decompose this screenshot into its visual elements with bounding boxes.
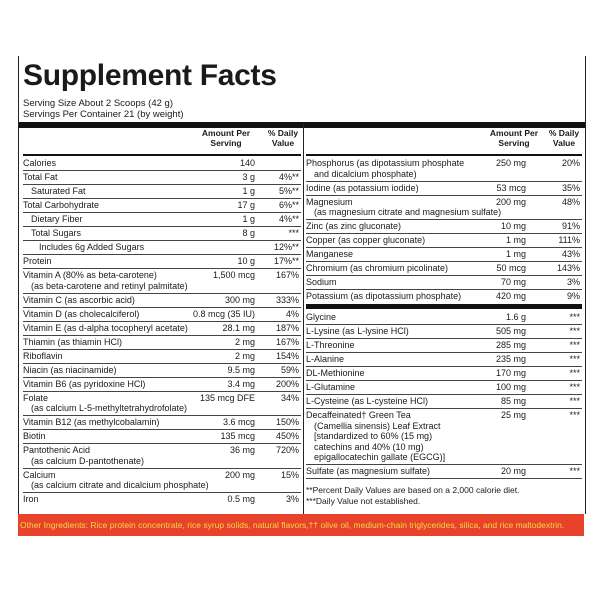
nutrient-row (306, 157, 582, 182)
daily-value: *** (569, 466, 580, 476)
amount-per-serving: 1 g (242, 214, 255, 224)
servings-per-container: Servings Per Container 21 (by weight) (23, 109, 184, 120)
nutrient-name: Iron (23, 494, 39, 504)
nutrient-name: L-Cysteine (as L-cysteine HCl) (306, 396, 429, 406)
amount-per-serving: 235 mg (495, 354, 526, 364)
amount-per-serving: 50 mcg (496, 263, 526, 273)
amount-per-serving: 250 mg (495, 158, 526, 168)
amount-header: Amount Per Serving (201, 128, 251, 148)
nutrient-name: Pantothenic Acid (23, 445, 91, 455)
daily-value: *** (569, 410, 580, 420)
nutrient-name: Vitamin E (as d-alpha tocopheryl acetate) (23, 322, 188, 333)
nutrient-name: Glycine (306, 312, 337, 322)
header-rule (306, 154, 582, 156)
amount-per-serving: 10 g (237, 256, 255, 266)
nutrient-row (23, 493, 301, 506)
nutrient-row (23, 336, 301, 350)
nutrient-name: Total Carbohydrate (23, 200, 100, 210)
nutrient-name: Magnesium (306, 196, 353, 207)
nutrient-name: Copper (as copper gluconate) (306, 235, 426, 245)
footnote-dv: **Percent Daily Values are based on a 2,000 calorie diet. (306, 485, 520, 495)
daily-value: 9% (566, 291, 580, 301)
nutrient-name: Calories (23, 158, 57, 168)
nutrient-row (23, 416, 301, 430)
nutrient-name: L-Lysine (as L-lysine HCl) (306, 326, 409, 336)
nutrient-name: Folate (23, 392, 49, 403)
daily-value: *** (569, 368, 580, 378)
left-column (23, 128, 301, 506)
amount-per-serving: 2 mg (234, 336, 255, 347)
nutrient-row (306, 196, 582, 221)
amount-per-serving: 1 mg (505, 249, 526, 259)
nutrient-name: Manganese (306, 249, 354, 259)
nutrient-name: Vitamin C (as ascorbic acid) (23, 294, 135, 305)
right-header (306, 128, 582, 154)
daily-value: 187% (275, 322, 299, 333)
amount-per-serving: 140 (239, 158, 255, 168)
amount-per-serving: 1.6 g (505, 312, 526, 322)
daily-value: 167% (275, 270, 299, 280)
nutrient-row (23, 322, 301, 336)
nutrient-name: L-Glutamine (306, 382, 356, 392)
nutrient-row (23, 269, 301, 294)
right-rows-bottom (306, 311, 582, 479)
nutrient-row (23, 227, 301, 241)
panel-title: Supplement Facts (23, 59, 277, 92)
daily-value: 167% (275, 336, 299, 347)
nutrient-source: and dicalcium phosphate) (314, 168, 417, 179)
daily-value: 17%** (273, 256, 299, 266)
nutrient-name: Calcium (23, 469, 56, 480)
daily-value: 4% (285, 308, 299, 319)
daily-value: 91% (561, 221, 580, 231)
dv-header: % Daily Value (267, 128, 299, 148)
nutrient-name: Niacin (as niacinamide) (23, 364, 117, 375)
amount-per-serving: 300 mg (224, 294, 255, 305)
section-thick-rule (306, 304, 582, 309)
nutrient-row (23, 364, 301, 378)
nutrient-row (306, 290, 582, 303)
amount-per-serving: 25 mg (500, 410, 526, 420)
amount-per-serving: 135 mcg (220, 431, 255, 441)
amount-per-serving: 1 g (242, 186, 255, 196)
nutrient-row (306, 381, 582, 395)
daily-value: *** (569, 396, 580, 406)
nutrient-name: Total Sugars (31, 228, 82, 238)
nutrient-row (23, 171, 301, 185)
right-column (306, 128, 582, 507)
amount-per-serving: 10 mg (500, 221, 526, 231)
nutrient-name: Total Fat (23, 172, 58, 182)
nutrient-name: Zinc (as zinc gluconate) (306, 221, 402, 231)
nutrient-row (23, 157, 301, 171)
left-rows (23, 157, 301, 506)
nutrient-source: epigallocatechin gallate (EGCG)] (314, 452, 446, 462)
nutrient-name: Protein (23, 256, 52, 266)
nutrient-name: Potassium (as dipotassium phosphate) (306, 291, 462, 301)
daily-value: *** (569, 326, 580, 336)
nutrient-name: Thiamin (as thiamin HCl) (23, 336, 123, 347)
nutrient-row (23, 392, 301, 417)
nutrient-name: Biotin (23, 431, 46, 441)
amount-header: Amount Per Serving (489, 128, 539, 148)
right-rows-top (306, 157, 582, 303)
nutrient-name: Vitamin A (80% as beta-carotene) (23, 270, 157, 280)
daily-value: 59% (280, 364, 299, 375)
amount-per-serving: 53 mcg (496, 182, 526, 193)
nutrient-row (23, 199, 301, 213)
nutrient-name: L-Alanine (306, 354, 345, 364)
daily-value: *** (569, 354, 580, 364)
daily-value: 3% (566, 277, 580, 287)
nutrient-row (306, 276, 582, 290)
amount-per-serving: 9.5 mg (227, 364, 255, 375)
daily-value: 6%** (278, 200, 299, 210)
nutrient-row (306, 311, 582, 325)
nutrient-name: Riboflavin (23, 350, 63, 361)
nutrient-row (306, 248, 582, 262)
amount-per-serving: 70 mg (500, 277, 526, 287)
daily-value: 150% (275, 417, 299, 427)
nutrient-row (306, 262, 582, 276)
amount-per-serving: 36 mg (229, 445, 255, 455)
nutrient-name: Phosphorus (as dipotassium phosphate (306, 158, 465, 168)
nutrient-row (306, 182, 582, 196)
nutrient-source: (Camellia sinensis) Leaf Extract (314, 420, 441, 431)
amount-per-serving: 8 g (242, 228, 255, 238)
nutrient-row (306, 220, 582, 234)
daily-value: 720% (275, 445, 299, 455)
amount-per-serving: 0.5 mg (227, 494, 255, 504)
amount-per-serving: 1,500 mcg (212, 270, 255, 280)
amount-per-serving: 3.6 mcg (222, 417, 255, 427)
daily-value: 12%** (273, 242, 299, 252)
amount-per-serving: 20 mg (500, 466, 526, 476)
nutrient-source: (as beta-carotene and retinyl palmitate) (31, 280, 188, 291)
nutrient-row (23, 185, 301, 199)
daily-value: 48% (561, 196, 580, 207)
amount-per-serving: 3 g (242, 172, 255, 182)
nutrient-source: (as calcium citrate and dicalcium phosphate) (31, 480, 209, 490)
nutrient-name: Dietary Fiber (31, 214, 83, 224)
nutrient-name: Saturated Fat (31, 186, 86, 196)
amount-per-serving: 2 mg (234, 350, 255, 361)
supplement-facts-panel (18, 56, 586, 514)
daily-value: 4%** (278, 172, 299, 182)
amount-per-serving: 135 mcg DFE (199, 392, 255, 403)
amount-per-serving: 285 mg (495, 340, 526, 350)
nutrient-row (23, 308, 301, 322)
daily-value: *** (569, 312, 580, 322)
amount-per-serving: 100 mg (495, 382, 526, 392)
daily-value: 34% (280, 392, 299, 403)
daily-value: 450% (275, 431, 299, 441)
daily-value: 43% (561, 249, 580, 259)
nutrient-row (306, 409, 582, 465)
serving-size: Serving Size About 2 Scoops (42 g) (23, 98, 173, 109)
nutrient-row (23, 469, 301, 494)
nutrient-source: (as calcium D-pantothenate) (31, 455, 145, 466)
amount-per-serving: 17 g (237, 200, 255, 210)
nutrient-name: Sulfate (as magnesium sulfate) (306, 466, 431, 476)
daily-value: 5%** (278, 186, 299, 196)
amount-per-serving: 505 mg (495, 326, 526, 336)
nutrient-row (306, 339, 582, 353)
daily-value: 154% (275, 350, 299, 361)
nutrient-row (23, 294, 301, 308)
serving-info (23, 98, 184, 120)
footnotes (306, 479, 582, 507)
amount-per-serving: 28.1 mg (222, 322, 255, 333)
nutrient-name: Includes 6g Added Sugars (39, 242, 145, 252)
nutrient-name: Vitamin B6 (as pyridoxine HCl) (23, 378, 146, 389)
nutrient-row (23, 255, 301, 269)
amount-per-serving: 1 mg (505, 235, 526, 245)
daily-value: *** (569, 382, 580, 392)
nutrient-row (23, 430, 301, 444)
daily-value: 35% (561, 182, 580, 193)
other-ingredients-banner (18, 514, 584, 536)
nutrient-source: catechins and 40% (10 mg) (314, 441, 424, 452)
nutrient-row (306, 465, 582, 479)
daily-value: 143% (556, 263, 580, 273)
nutrient-name: Iodine (as potassium iodide) (306, 182, 419, 193)
daily-value: 333% (275, 294, 299, 305)
amount-per-serving: 200 mg (224, 469, 255, 480)
nutrient-row (23, 213, 301, 227)
nutrient-name: Decaffeinated† Green Tea (306, 410, 411, 420)
nutrient-row (23, 241, 301, 255)
nutrient-name: L-Threonine (306, 340, 355, 350)
daily-value: 111% (558, 235, 580, 245)
daily-value: *** (569, 340, 580, 350)
daily-value: 200% (275, 378, 299, 389)
nutrient-name: Sodium (306, 277, 337, 287)
amount-per-serving: 0.8 mcg (35 IU) (192, 308, 255, 319)
other-ingredients-text: Other Ingredients: Rice protein concentrate, rice syrup solids, natural flavors,†† olive oil, medium-chain triglycerides, silica, and rice maltodextrin. (20, 520, 565, 530)
nutrient-name: Vitamin B12 (as methylcobalamin) (23, 417, 160, 427)
nutrient-name: Chromium (as chromium picolinate) (306, 263, 449, 273)
amount-per-serving: 85 mg (500, 396, 526, 406)
nutrient-row (23, 444, 301, 469)
nutrient-source: [standardized to 60% (15 mg) (314, 431, 433, 441)
nutrient-name: Vitamin D (as cholecalciferol) (23, 308, 140, 319)
dv-header: % Daily Value (548, 128, 580, 148)
amount-per-serving: 3.4 mg (227, 378, 255, 389)
nutrient-row (306, 353, 582, 367)
nutrient-row (23, 378, 301, 392)
nutrient-row (306, 395, 582, 409)
column-divider (303, 123, 304, 514)
amount-per-serving: 170 mg (495, 368, 526, 378)
left-header (23, 128, 301, 154)
nutrient-source: (as calcium L-5-methyltetrahydrofolate) (31, 403, 188, 413)
amount-per-serving: 420 mg (495, 291, 526, 301)
nutrient-name: DL-Methionine (306, 368, 365, 378)
daily-value: *** (288, 228, 299, 238)
daily-value: 20% (561, 158, 580, 168)
footnote-not-established: ***Daily Value not established. (306, 496, 421, 506)
nutrient-source: (as magnesium citrate and magnesium sulfate) (314, 207, 502, 217)
nutrient-row (306, 325, 582, 339)
nutrient-row (306, 234, 582, 248)
amount-per-serving: 200 mg (495, 196, 526, 207)
daily-value: 15% (280, 469, 299, 480)
daily-value: 3% (285, 494, 299, 504)
nutrient-row (23, 350, 301, 364)
nutrient-row (306, 367, 582, 381)
header-rule (23, 154, 301, 156)
daily-value: 4%** (278, 214, 299, 224)
